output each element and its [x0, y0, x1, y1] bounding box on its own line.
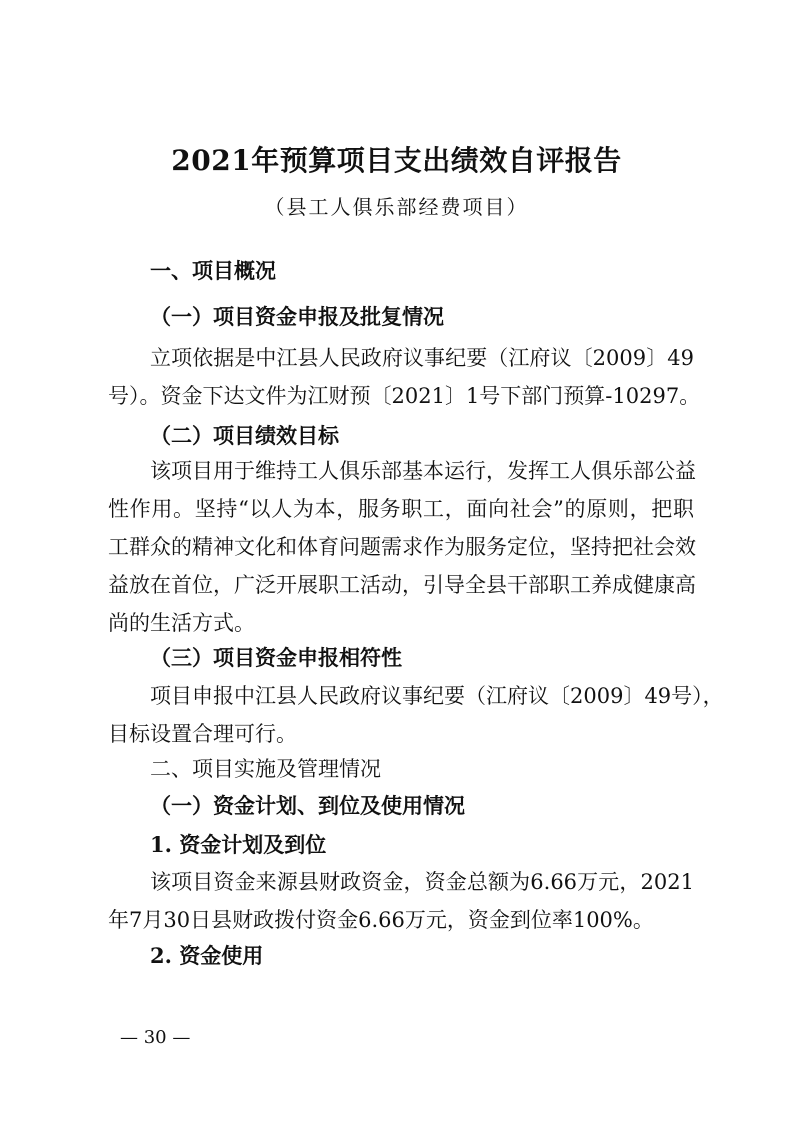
paragraph-line: 工群众的精神文化和体育问题需求作为服务定位，坚持把社会效 [108, 535, 696, 559]
paragraph-line: 号）。资金下达文件为江财预〔2021〕1号下部门预算-10297。 [108, 384, 701, 408]
paragraph-line: 该项目用于维持工人俱乐部基本运行，发挥工人俱乐部公益 [150, 459, 696, 483]
document-title: 2021年预算项目支出绩效自评报告 [171, 144, 622, 177]
section-1-sub-3-heading: （三）项目资金申报相符性 [150, 645, 402, 670]
section-2-heading: 二、项目实施及管理情况 [150, 757, 381, 781]
section-2-item-1-heading: 1. 资金计划及到位 [150, 832, 327, 857]
paragraph-line: 立项依据是中江县人民政府议事纪要（江府议〔2009〕49 [150, 346, 694, 370]
paragraph-line: 益放在首位，广泛开展职工活动，引导全县干部职工养成健康高 [108, 573, 696, 597]
section-1-sub-1-heading: （一）项目资金申报及批复情况 [150, 304, 444, 329]
paragraph-line: 尚的生活方式。 [108, 611, 255, 635]
section-2-sub-1-heading: （一）资金计划、到位及使用情况 [150, 793, 465, 818]
paragraph-line: 该项目资金来源县财政资金，资金总额为6.66万元，2021 [150, 870, 694, 894]
section-2-item-2-heading: 2. 资金使用 [150, 943, 264, 968]
paragraph-line: 项目申报中江县人民政府议事纪要（江府议〔2009〕49号）， [150, 684, 724, 708]
paragraph-line: 目标设置合理可行。 [108, 722, 297, 746]
section-1-sub-2-heading: （二）项目绩效目标 [150, 423, 339, 448]
section-1-heading: 一、项目概况 [150, 258, 276, 283]
paragraph-line: 年7月30日县财政拨付资金6.66万元，资金到位率100%。 [108, 908, 654, 932]
paragraph-line: 性作用。坚持“以人为本，服务职工，面向社会”的原则，把职 [108, 497, 694, 521]
page-number: — 30 — [120, 1027, 191, 1048]
document-subtitle: （县工人俱乐部经费项目） [264, 195, 529, 219]
